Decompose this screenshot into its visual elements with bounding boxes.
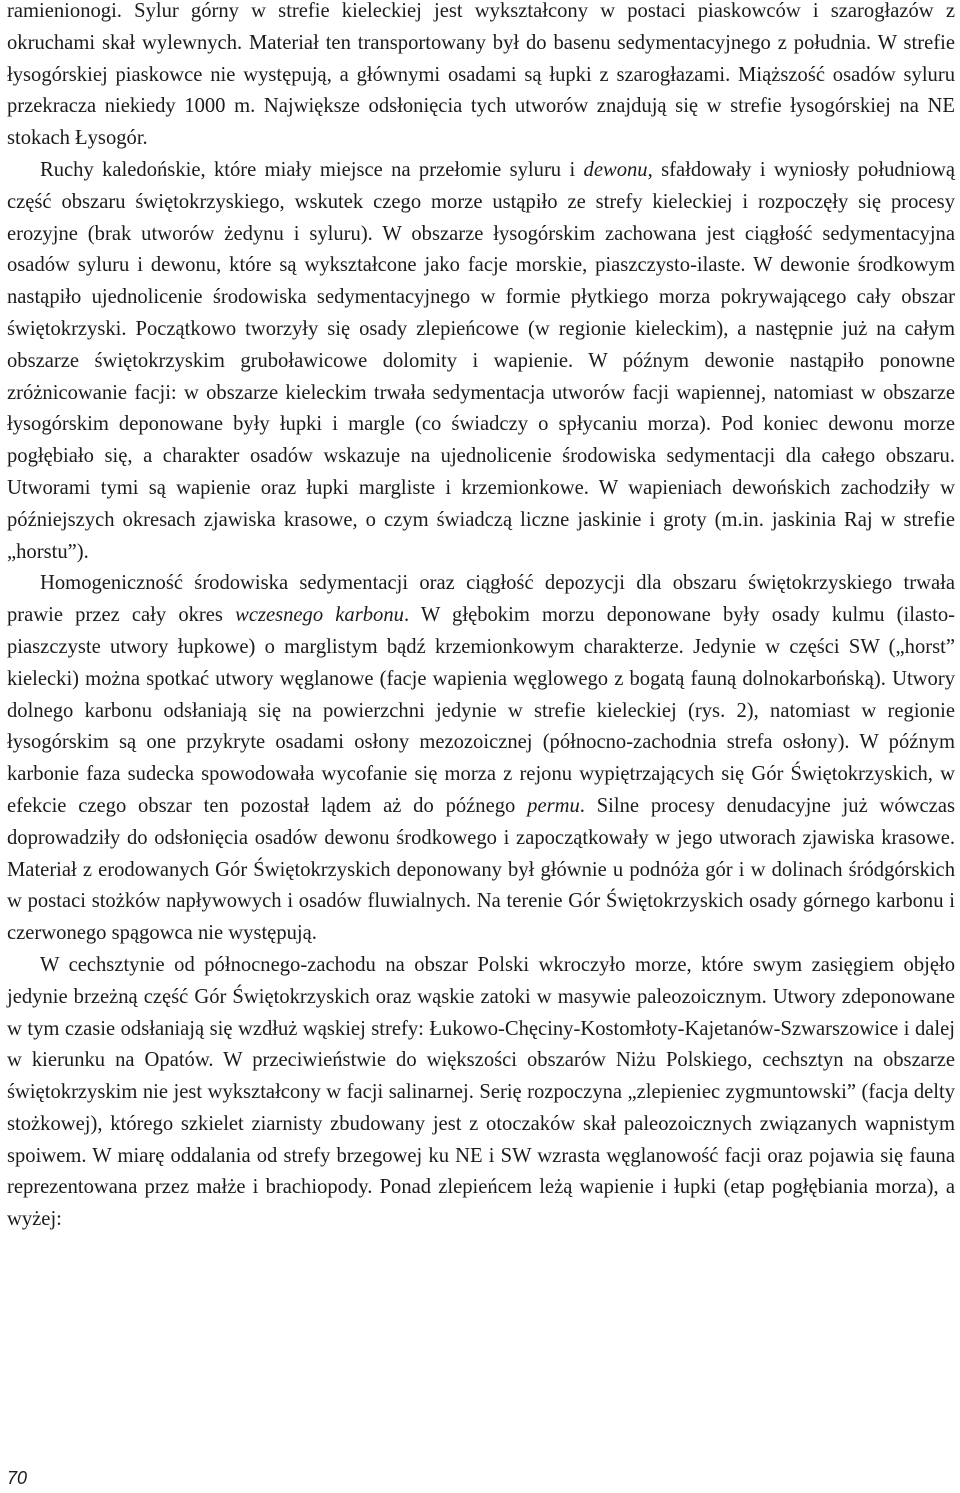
paragraph-2-text-a: Ruchy kaledońskie, które miały miejsce na przełomie syluru i <box>40 158 584 181</box>
paragraph-1 <box>7 0 955 155</box>
paragraph-3-italic-term-2: permu <box>527 794 580 817</box>
paragraph-2 <box>7 155 955 568</box>
document-body <box>7 0 955 1236</box>
paragraph-3-text-c: . Silne procesy denudacyjne już wówczas doprowadziły do odsłonięcia osadów dewonu środkowego i zapoczątkowały w jego utworach zjawiska krasowe. Materiał z erodowanych Gór Świętokrzyskich deponowany był głównie u podnóża gór i w dolinach śródgórskich w postaci stożków napływowych i osadów fluwialnych. Na terenie Gór Świętokrzyskich osady górnego karbonu i czerwonego spągowca nie występują. <box>7 794 955 945</box>
paragraph-3-text-b: . W głębokim morzu deponowane były osady kulmu (ilasto-piaszczyste utwory łupkowe) o marglistym bądź krzemionkowym charakterze. Jedynie w części SW („horst” kielecki) można spotkać utwory węglanowe (facje wapienia węglowego z bogatą fauną dolnokarbońską). Utwory dolnego karbonu odsłaniają się na powierzchni jedynie w strefie kieleckiej (rys. 2), natomiast w regionie łysogórskim są one przykryte osadami osłony mezozoicznej (północno-zachodnia strefa osłony). W późnym karbonie faza sudecka spowodowała wycofanie się morza z rejonu wypiętrzających się Gór Świętokrzyskich, w efekcie czego obszar ten pozostał lądem aż do późnego <box>7 604 955 817</box>
paragraph-2-italic-term: dewonu <box>583 158 648 181</box>
paragraph-3-text-a: Homogeniczność środowiska sedymentacji oraz ciągłość depozycji dla obszaru świętokrzyskiego trwała prawie przez cały okres <box>7 572 955 627</box>
page-number: 70 <box>7 1468 28 1488</box>
paragraph-1-text: ramienionogi. Sylur górny w strefie kieleckiej jest wykształcony w postaci piaskowców i szarogłazów z okruchami skał wylewnych. Materiał ten transportowany był do basenu sedymentacyjnego z południa. W strefie łysogórskiej piaskowce nie występują, a głównymi osadami są łupki z szarogłazami. Miąższość osadów syluru przekracza niekiedy 1000 m. Największe odsłonięcia tych utworów znajdują się w strefie łysogórskiej na NE stokach Łysogór. <box>7 0 955 150</box>
paragraph-2-text-b: , sfałdowały i wyniosły południową część obszaru świętokrzyskiego, wskutek czego morze ustąpiło ze strefy kieleckiej i rozpoczęły się procesy erozyjne (brak utworów żedynu i syluru). W obszarze łysogórskim zachowana jest ciągłość sedymentacyjna osadów syluru i dewonu, które są wykształcone jako facje morskie, piaszczysto-ilaste. W dewonie środkowym nastąpiło ujednolicenie środowiska sedymentacyjnego w formie płytkiego morza pokrywającego cały obszar świętokrzyski. Początkowo tworzyły się osady zlepieńcowe (w regionie kieleckim), a następnie już na całym obszarze świętokrzyskim gruboławicowe dolomity i wapienie. W późnym dewonie nastąpiło ponowne zróżnicowanie facji: w obszarze kieleckim trwała sedymentacja utworów facji wapiennej, natomiast w obszarze łysogórskim deponowane były łupki i margle (co świadczy o spłycaniu morza). Pod koniec dewonu morze pogłębiało się, a charakter osadów wskazuje na ujednolicenie środowiska sedymentacji dla całego obszaru. Utworami tymi są wapienie oraz łupki margliste i krzemionkowe. W wapieniach dewońskich zachodziły w późniejszych okresach zjawiska krasowe, o czym świadczą liczne jaskinie i groty (m.in. jaskinia Raj w strefie „horstu”). <box>7 158 955 563</box>
paragraph-3 <box>7 568 955 950</box>
paragraph-4 <box>7 950 955 1236</box>
paragraph-4-text: W cechsztynie od północnego-zachodu na obszar Polski wkroczyło morze, które swym zasięgiem objęło jedynie brzeżną część Gór Świętokrzyskich oraz wąskie zatoki w masywie paleozoicznym. Utwory zdeponowane w tym czasie odsłaniają się wzdłuż wąskiej strefy: Łukowo-Chęciny-Kostomłoty-Kajetanów-Szwarszowice i dalej w kierunku na Opatów. W przeciwieństwie do większości obszarów Niżu Polskiego, cechsztyn na obszarze świętokrzyskim nie jest wykształcony w facji salinarnej. Serię rozpoczyna „zlepieniec zygmuntowski” (facja delty stożkowej), którego szkielet ziarnisty zbudowany jest z otoczaków skał paleozoicznych związanych wapnistym spoiwem. W miarę oddalania od strefy brzegowej ku NE i SW wzrasta węglanowość facji oraz pojawia się fauna reprezentowana przez małże i brachiopody. Ponad zlepieńcem leżą wapienie i łupki (etap pogłębiania morza), a wyżej: <box>7 953 955 1231</box>
paragraph-3-italic-term-1: wczesnego karbonu <box>235 604 404 627</box>
